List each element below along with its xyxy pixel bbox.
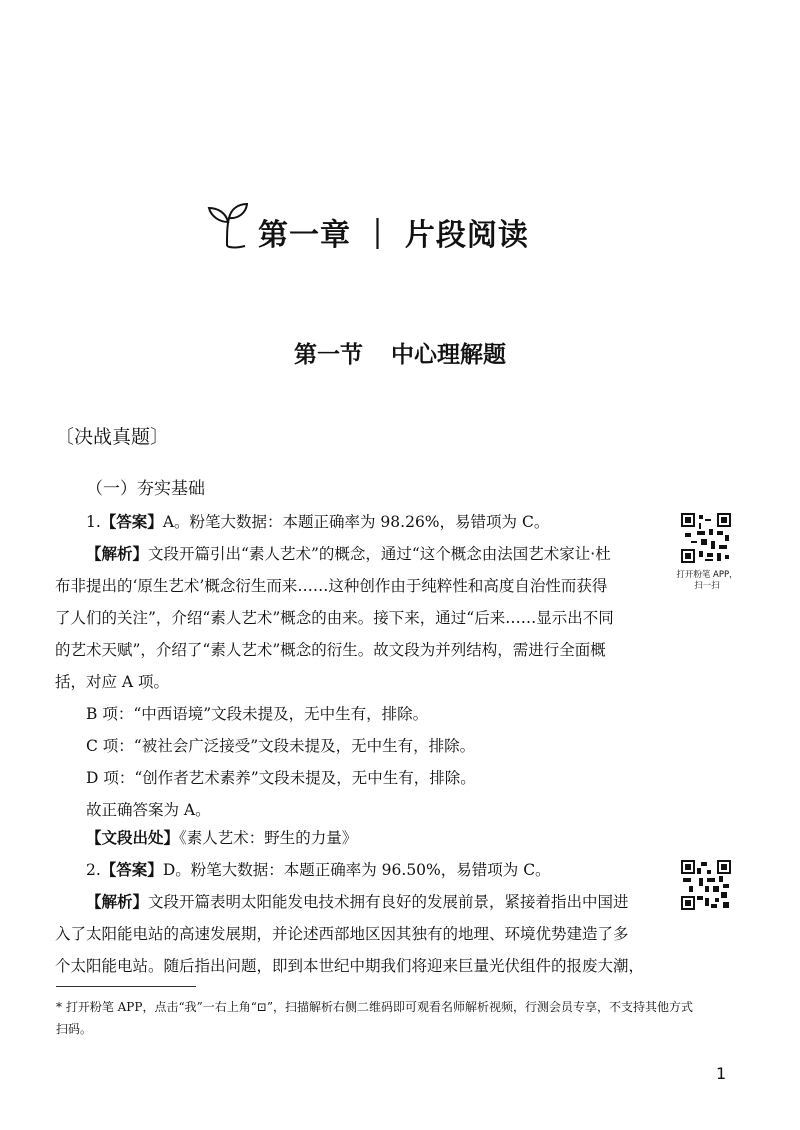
sprout-icon	[205, 200, 253, 256]
q1-analysis-line-5: 括，对应 A 项。	[55, 673, 170, 691]
q1-option-d: D 项：“创作者艺术素养”文段未提及，无中生有，排除。	[86, 769, 476, 787]
q1-analysis-line-2: 布非提出的‘原生艺术’概念衍生而来……这种创作由于纯粹性和高度自治性而获得	[55, 577, 608, 595]
chapter-header	[0, 192, 800, 262]
q2-analysis-line-1	[86, 888, 666, 916]
section-name: 中心理解题	[391, 342, 506, 368]
qr-caption-line-2: 扫一扫	[694, 581, 720, 591]
q1-source-tag: 【文段出处】	[86, 829, 180, 847]
q2-answer-line	[86, 856, 666, 884]
q1-conclusion: 故正确答案为 A。	[86, 801, 211, 819]
q1-number: 1.	[86, 513, 101, 531]
section-title	[0, 336, 800, 369]
q1-analysis-line-1	[86, 540, 666, 568]
q1-source-line	[86, 824, 666, 852]
q2-number: 2.	[86, 861, 101, 879]
q1-analysis-tag: 【解析】	[86, 545, 149, 563]
q2-analysis-line-2: 入了太阳能电站的高速发展期，并论述西部地区因其独有的地理、环境优势建造了多	[55, 925, 629, 943]
block-heading: 〔决战真题〕	[55, 426, 170, 448]
q1-option-b: B 项：“中西语境”文段未提及，无中生有，排除。	[86, 705, 429, 723]
section-number: 第一节	[294, 342, 363, 368]
q1-answer-line	[86, 508, 666, 536]
qr-caption	[672, 570, 742, 592]
chapter-title: 第一章 ｜ 片段阅读	[258, 218, 529, 253]
q2-answer-text: D。粉笔大数据：本题正确率为 96.50%，易错项为 C。	[162, 861, 551, 879]
page-number: 1	[716, 1064, 727, 1083]
q2-answer-tag: 【答案】	[100, 861, 163, 879]
q1-analysis-text-1: 文段开篇引出“素人艺术”的概念，通过“这个概念由法国艺术家让·杜	[148, 545, 611, 563]
qr-caption-line-1: 打开粉笔 APP，	[676, 570, 738, 580]
subsection-title: （一）夯实基础	[86, 479, 205, 499]
q1-option-c: C 项：“被社会广泛接受”文段未提及，无中生有，排除。	[86, 737, 476, 755]
q2-analysis-line-3: 个太阳能电站。随后指出问题，即到本世纪中期我们将迎来巨量光伏组件的报废大潮，	[55, 957, 645, 975]
q1-answer-tag: 【答案】	[100, 513, 163, 531]
q1-analysis-line-4: 的艺术天赋”，介绍了“素人艺术”概念的衍生。故文段为并列结构，需进行全面概	[55, 641, 606, 659]
q1-analysis-line-3: 了人们的关注”，介绍“素人艺术”概念的由来。接下来，通过“后来……显示出不同	[55, 609, 614, 627]
qr-code-icon[interactable]	[681, 860, 731, 910]
footnote-divider	[56, 986, 196, 987]
footnote: * 打开粉笔 APP，点击“我”一右上角“⊡”，扫描解析右侧二维码即可观看名师解析视频，行测会员专享，不支持其他方式扫码。	[56, 1000, 694, 1036]
q2-analysis-tag: 【解析】	[86, 893, 149, 911]
qr-code-icon[interactable]	[681, 513, 731, 563]
q1-source-text: 《素人艺术：野生的力量》	[179, 829, 358, 847]
q1-answer-text: A。粉笔大数据：本题正确率为 98.26%，易错项为 C。	[162, 513, 550, 531]
q2-analysis-text-1: 文段开篇表明太阳能发电技术拥有良好的发展前景，紧接着指出中国进	[148, 893, 629, 911]
